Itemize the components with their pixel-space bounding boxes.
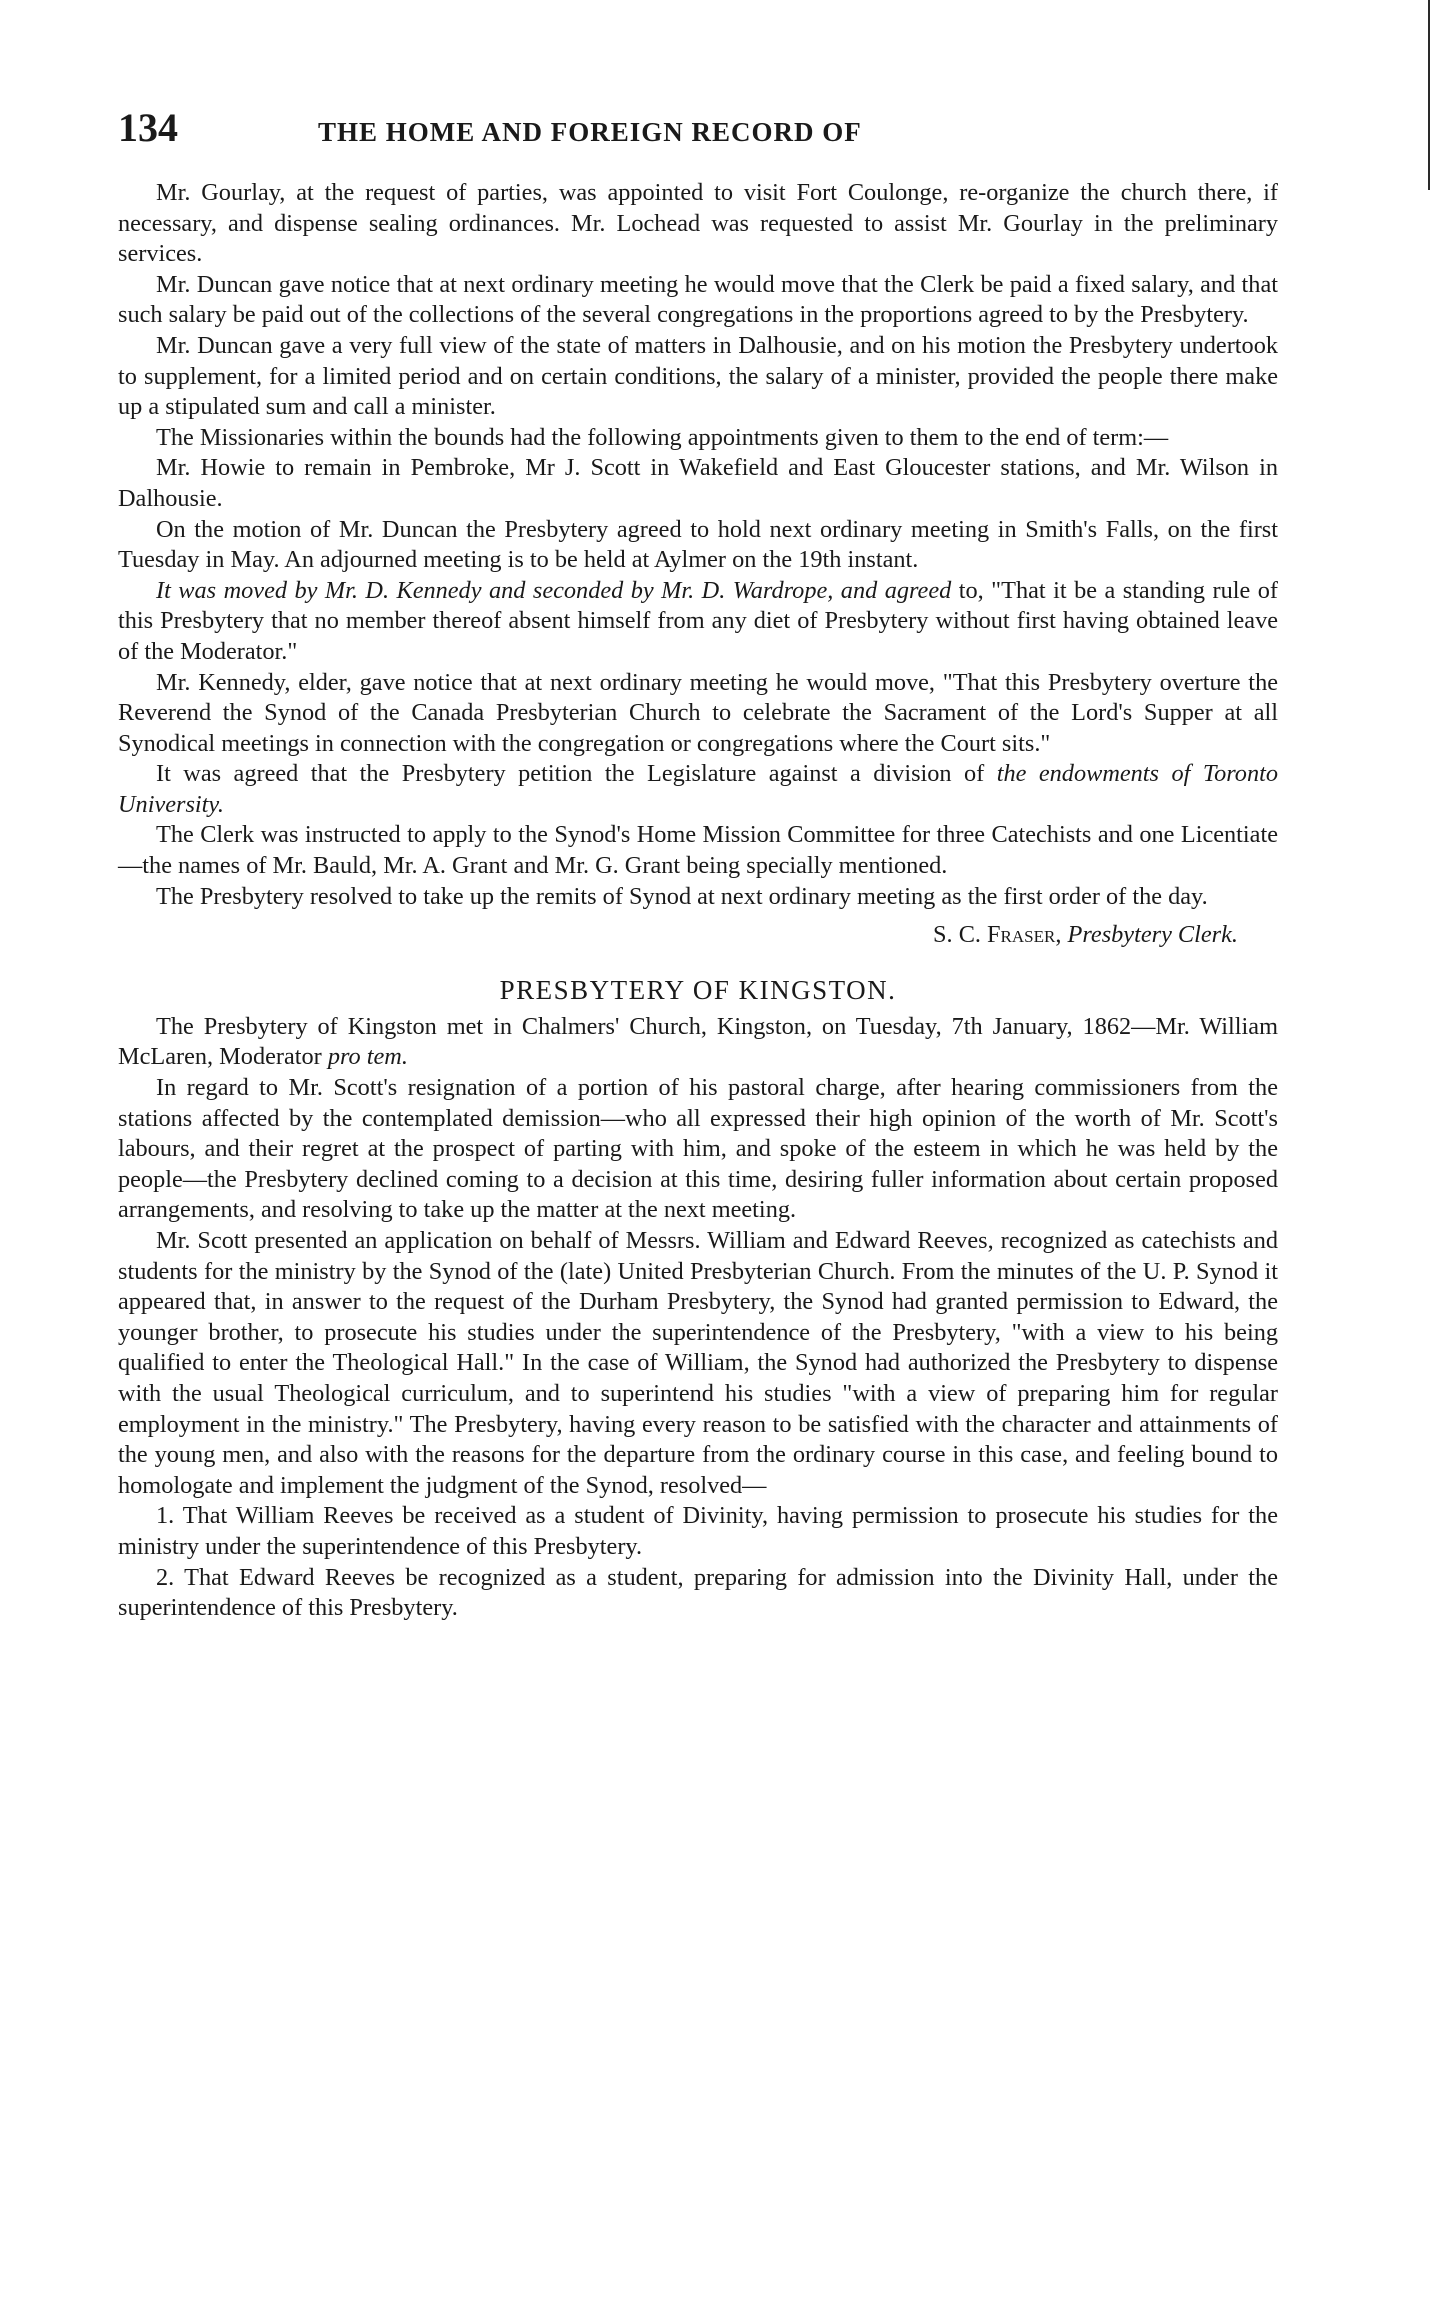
paragraph-remits: The Presbytery resolved to take up the remits of Synod at next ordinary meeting as the first order of the day. (156, 882, 1208, 910)
motion-intro: It was moved by Mr. D. Kennedy and seconded by Mr. D. Wardrope, and agreed (156, 576, 952, 604)
petition-text: It was agreed that the Presbytery petition the Legislature against a division of (156, 760, 997, 788)
resolution-item: 2. That Edward Reeves be recognized as a student, preparing for admission into the Divinity Hall, under the superintendence of this Presbytery. (118, 1563, 1278, 1622)
kingston-minutes (118, 1012, 1278, 1624)
kingston-opening-text: The Presbytery of Kingston met in Chalmers' Church, Kingston, on Tuesday, 7th January, 1862—Mr. William McLaren, Moderator (118, 1012, 1278, 1071)
paragraph-missionaries: The Missionaries within the bounds had the following appointments given to them to the end of term:— (156, 423, 1169, 451)
clerk-signature (118, 920, 1278, 951)
paragraph-petition (118, 759, 1278, 820)
page-edge-rule (1428, 0, 1430, 190)
kingston-opening-italic: pro tem. (327, 1043, 408, 1071)
paragraph-kingston-opening (118, 1012, 1278, 1073)
resolution-item: 1. That William Reeves be received as a student of Divinity, having permission to prosecute his studies for the ministry under the superintendence of this Presbytery. (118, 1502, 1278, 1560)
motion-text: to, "That it be a standing rule of this Presbytery that no member thereof absent himself from any diet of Presbytery without first having obtained leave of the Moderator." (118, 576, 1278, 665)
paragraph-dalhousie: Mr. Duncan gave a very full view of the state of matters in Dalhousie, and on his motion the Presbytery undertook to supplement, for a limited period and on certain conditions, the salary of a minister, provided the people there make up a stipulated sum and call a minister. (118, 331, 1278, 421)
ottawa-presbytery-minutes (118, 178, 1278, 912)
page-number: 134 (118, 105, 178, 150)
journal-title: THE HOME AND FOREIGN RECORD OF (318, 117, 862, 147)
signature-role: Presbytery Clerk. (1067, 921, 1238, 949)
paragraph-scott-resignation: In regard to Mr. Scott's resignation of a portion of his pastoral charge, after hearing commissioners from the stations affected by the contemplated demission—who all expressed their high opinion of the worth of Mr. Scott's labours, and their regret at the prospect of parting with him, and spoke of the esteem in which he was held by the people—the Presbytery declined coming to a decision at this time, desiring fuller information about certain proposed arrangements, and resolving to take up the matter at the next meeting. (118, 1074, 1278, 1224)
paragraph-standing-rule (118, 576, 1278, 668)
paragraph-next-meeting: On the motion of Mr. Duncan the Presbytery agreed to hold next ordinary meeting in Smith's Falls, on the first Tuesday in May. An adjourned meeting is to be held at Aylmer on the 19th instant. (118, 515, 1278, 574)
petition-italic: the endowments of Toronto University. (118, 760, 1278, 818)
document-page (118, 104, 1278, 1624)
paragraph-reeves-application: Mr. Scott presented an application on behalf of Messrs. William and Edward Reeves, recognized as catechists and students for the ministry by the Synod of the (late) United Presbyterian Church. From the minutes of the U. P. Synod it appeared that, in answer to the request of the Durham Presbytery, the Synod had granted permission to Edward, the younger brother, to prosecute his studies under the superintendence of the Presbytery, "with a view to his being qualified to enter the Theological Hall." In the case of William, the Synod had authorized the Presbytery to dispense with the usual Theological curriculum, and to superintend his studies "with a view of preparing him for regular employment in the ministry." The Presbytery, having every reason to be satisfied with the character and attainments of the young men, and also with the reasons for the departure from the ordinary course in this case, and feeling bound to homologate and implement the judgment of the Synod, resolved— (118, 1227, 1278, 1499)
paragraph-gourlay: Mr. Gourlay, at the request of parties, was appointed to visit Fort Coulonge, re-organize the church there, if necessary, and dispense sealing ordinances. Mr. Lochead was requested to assist Mr. Gourlay in the preliminary services. (118, 179, 1278, 268)
paragraph-catechists: The Clerk was instructed to apply to the Synod's Home Mission Committee for three Catechists and one Licentiate—the names of Mr. Bauld, Mr. A. Grant and Mr. G. Grant being specially mentioned. (118, 821, 1278, 880)
paragraph-kennedy-notice: Mr. Kennedy, elder, gave notice that at next ordinary meeting he would move, "That this Presbytery overture the Reverend the Synod of the Canada Presbyterian Church to celebrate the Sacrament of the Lord's Supper at all Synodical meetings in connection with the congregation or congregations where the Court sits." (118, 668, 1278, 757)
paragraph-clerk-salary: Mr. Duncan gave notice that at next ordinary meeting he would move that the Clerk be paid a fixed salary, and that such salary be paid out of the collections of the several congregations in the proportions agreed to by the Presbytery. (118, 270, 1278, 329)
running-head (118, 104, 1278, 156)
signature-name: S. C. Fraser, (933, 921, 1062, 949)
section-heading-kingston: PRESBYTERY OF KINGSTON. (499, 974, 897, 1005)
paragraph-appointments: Mr. Howie to remain in Pembroke, Mr J. Scott in Wakefield and East Gloucester stations, and Mr. Wilson in Dalhousie. (118, 454, 1278, 512)
